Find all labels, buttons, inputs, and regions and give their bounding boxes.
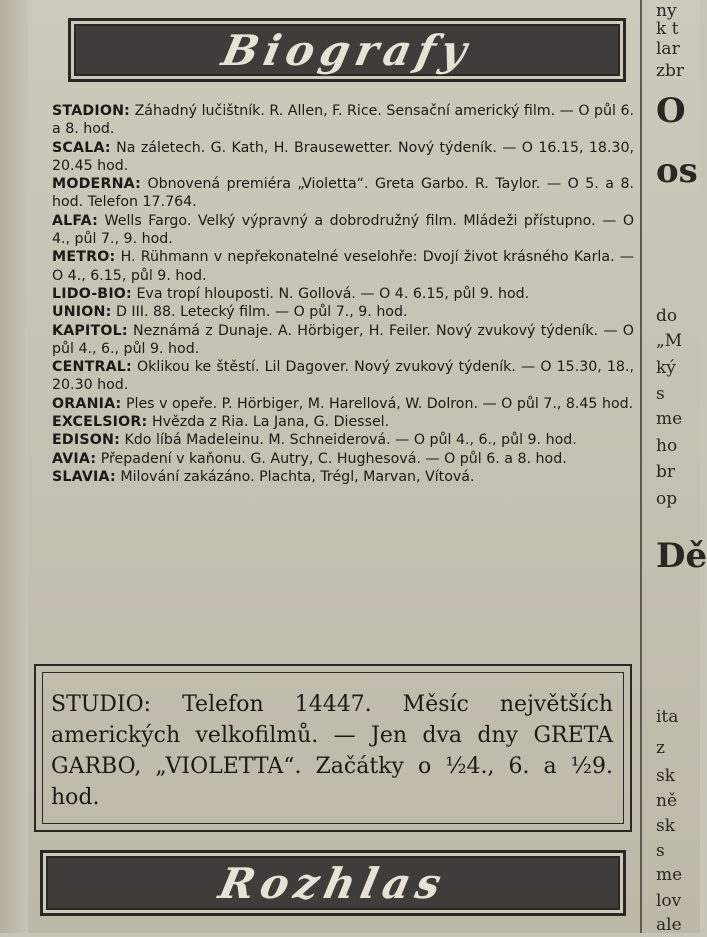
cinema-listings (52, 102, 634, 486)
column-fragment-text: ale (656, 915, 682, 935)
column-fragment-text: ho (656, 436, 678, 456)
page-margin-shadow (0, 0, 28, 933)
cinema-name: ORANIA: (52, 395, 122, 412)
cinema-listing (52, 450, 634, 468)
cinema-program-text: Wells Fargo. Velký výpravný a dobrodružný film. Mládeži přístupno. — O 4., půl 7., 9. hod. (52, 212, 634, 248)
column-fragment-text: ny (656, 1, 677, 21)
column-fragment-text: me (656, 865, 683, 885)
column-fragment-text: s (656, 841, 665, 861)
cinema-name: EXCELSIOR: (52, 414, 148, 431)
studio-advertisement (42, 672, 624, 824)
column-fragment-text: k t (656, 19, 679, 39)
column-fragment-text: ký (656, 358, 676, 378)
cinema-name: MODERNA: (52, 176, 141, 193)
cinema-name: AVIA: (52, 450, 97, 467)
cinema-listing (52, 285, 634, 303)
column-fragment-text: op (656, 489, 678, 509)
cinema-listing (52, 303, 634, 321)
cinema-program-text: Obnovená premiéra „Violetta“. Greta Garbo. R. Taylor. — O 5. a 8. hod. Telefon 17.764. (52, 176, 634, 211)
cinema-listing (52, 468, 634, 486)
cinema-program-text: Oklikou ke štěstí. Lil Dagover. Nový zvukový týdeník. — O 15.30, 18., 20.30 hod. (52, 359, 634, 394)
column-fragment-text: br (656, 462, 676, 482)
column-fragment-text: lov (656, 891, 682, 911)
column-fragment-text: Dě (656, 536, 707, 576)
cinema-name: UNION: (52, 304, 112, 321)
cinema-program-text: Milování zakázáno. Plachta, Trégl, Marvan, Vítová. (120, 468, 475, 485)
cinema-program-text: Ples v opeře. P. Hörbiger, M. Harellová, W. Dolron. — O půl 7., 8.45 hod. (125, 395, 634, 412)
column-fragment-text: „M (656, 331, 683, 351)
cinema-name: SCALA: (52, 139, 111, 156)
cinema-program-text: Kdo líbá Madeleinu. M. Schneiderová. — O půl 4., 6., půl 9. hod. (124, 432, 577, 449)
column-fragment-text: sk (656, 766, 676, 786)
cinema-name: EDISON: (52, 432, 120, 449)
cinema-listing (52, 358, 634, 395)
studio-ad-text: Telefon 14447. Měsíc největších amerických velkofilmů. — Jen dva dny GRETA GARBO, „VIOLETTA“. Začátky o ½4., 6. a ½9. hod. (51, 692, 613, 810)
studio-cinema-name: STUDIO: (51, 692, 152, 717)
rozhlas-banner-text: Rozhlas (214, 858, 452, 908)
cinema-name: STADION: (52, 103, 131, 119)
cinema-name: METRO: (52, 249, 116, 266)
cinema-listing (52, 322, 634, 359)
column-fragment-text: os (656, 151, 698, 191)
cinema-program-text: D III. 88. Letecký film. — O půl 7., 9. hod. (116, 304, 408, 321)
column-fragment-text: sk (656, 816, 676, 836)
column-fragment-text: s (656, 384, 665, 404)
cinema-name: LIDO-BIO: (52, 285, 132, 302)
cinema-name: SLAVIA: (52, 468, 116, 485)
column-divider (640, 0, 642, 933)
cinema-listing (52, 413, 634, 431)
cinema-listing (52, 175, 634, 212)
cinema-name: KAPITOL: (52, 322, 128, 339)
column-fragment-text: ně (656, 791, 678, 811)
column-fragment-text: do (656, 306, 678, 326)
adjacent-column-fragments (648, 0, 707, 935)
rozhlas-section-banner (40, 850, 626, 916)
cinema-program-text: Neznámá z Dunaje. A. Hörbiger, H. Feiler. Nový zvukový týdeník. — O půl 4., 6., půl 9. hod. (52, 322, 634, 357)
cinema-listing (52, 248, 634, 285)
cinema-program-text: Hvězda z Ria. La Jana, G. Diessel. (151, 414, 390, 431)
studio-advertisement-box (34, 664, 632, 832)
cinema-listing (52, 212, 634, 249)
cinema-listing (52, 431, 634, 449)
column-fragment-text: lar (656, 39, 680, 59)
cinema-program-text: Záhadný lučištník. R. Allen, F. Rice. Sensační americký film. — O půl 6. a 8. hod. (52, 103, 634, 138)
cinema-program-text: Přepadení v kaňonu. G. Autry, C. Hughesová. — O půl 6. a 8. hod. (100, 450, 567, 467)
cinema-name: ALFA: (52, 212, 98, 229)
biografy-header-text: Biografy (217, 25, 477, 75)
column-fragment-text: z (656, 738, 665, 758)
cinema-program-text: H. Rühmann v nepřekonatelné veselohře: Dvojí život krásného Karla. — O 4., 6.15, půl 9. hod. (52, 249, 634, 284)
biografy-header-banner (68, 18, 626, 82)
column-fragment-text: me (656, 409, 683, 429)
cinema-name: CENTRAL: (52, 359, 132, 376)
cinema-listing (52, 102, 634, 139)
column-fragment-text: ita (656, 707, 679, 727)
cinema-program-text: Na záletech. G. Kath, H. Brausewetter. Nový týdeník. — O 16.15, 18.30, 20.45 hod. (52, 139, 634, 174)
cinema-listing (52, 395, 634, 413)
cinema-listing (52, 139, 634, 176)
column-fragment-text: zbr (656, 61, 684, 81)
cinema-program-text: Eva tropí hlouposti. N. Gollová. — O 4. 6.15, půl 9. hod. (136, 285, 530, 302)
column-fragment-text: O (656, 91, 686, 131)
